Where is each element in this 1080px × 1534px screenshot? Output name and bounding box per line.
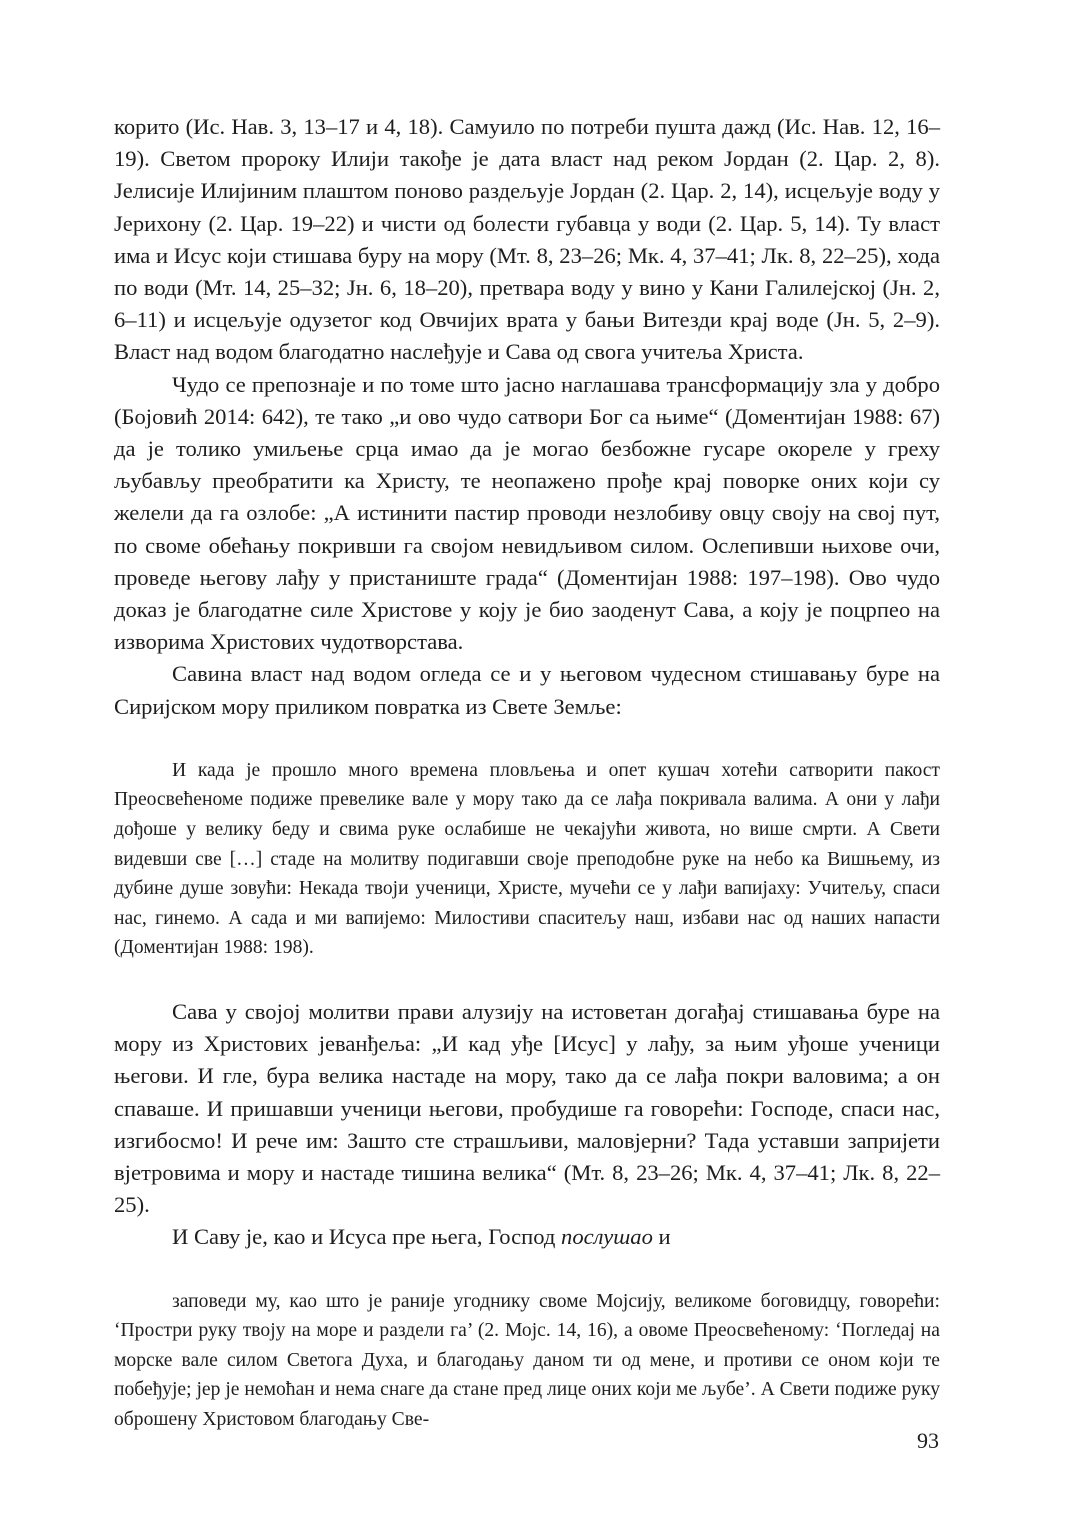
paragraph-5-tail: и	[652, 1224, 671, 1250]
paragraph-5-text: И Саву је, као и Исуса пре њега, Господ	[172, 1224, 562, 1250]
paragraph-1: корито (Ис. Нав. 3, 13–17 и 4, 18). Самуило по потреби пушта дажд (Ис. Нав. 12, 16–19). Светом пророку Илији такође је дата власт над реком Јордан (2. Цар. 2, 8). Јелисије Илијиним плаштом поново раздељује Јордан (2. Цар. 2, 14), исцељује воду у Јерихону (2. Цар. 19–22) и чисти од болести губавца у води (2. Цар. 5, 14). Ту власт има и Исус који стишава буру на мору (Мт. 8, 23–26; Мк. 4, 37–41; Лк. 8, 22–25), хода по води (Мт. 14, 25–32; Јн. 6, 18–20), претвара воду у вино у Кани Галилејској (Јн. 2, 6–11) и исцељује одузетог код Овчијих врата у бањи Витезди крај воде (Јн. 5, 2–9). Власт над водом благодатно наслеђује и Сава од свога учитеља Христа.	[114, 114, 940, 365]
page-number: 93	[917, 1428, 939, 1453]
block-quote-2: заповеди му, као што је раније угоднику своме Мојсију, великоме боговидцу, говорећи: ‘Простри руку твоју на море и раздели га’ (2. Мојс. 14, 16), а овоме Преосвећеному: ‘Погледај на морске вале силом Светога Духа, и благодању даном ти од мене, и противи се оном који те побеђује; јер је немоћан и нема снаге да стане пред лице оних који ме љубе’. А Свети подиже руку оброшену Христовом благодању Све-	[114, 1290, 940, 1431]
paragraph-5-italic: послушао	[561, 1224, 653, 1250]
paragraph-2: Чудо се препознаје и по томе што јасно наглашава трансформацију зла у добро (Бојовић 2014: 642), те тако „и ово чудо сатвори Бог са њиме“ (Доментијан 1988: 67) да је толико умиљење срца имао да је могао безбожне гусаре окореле у греху љубављу преобратити ка Христу, те неопажено прође крај поворке оних који су желели да га озлобе: „А истинити пастир проводи незлобиву овцу своју на свој пут, по своме обећању покривши га својом невидљивом силом. Ослепивши њихове очи, проведе његову лађу у пристаниште града“ (Доментијан 1988: 197–198). Ово чудо доказ је благодатне силе Христове у коју је био заоденут Сава, а коју је поцрпео на изворима Христових чудотворстава.	[114, 371, 940, 655]
paragraph-5	[114, 1221, 940, 1253]
paragraph-3: Савина власт над водом огледа се и у његовом чудесном стишавању буре на Сиријском мору приликом повратка из Свете Земље:	[114, 661, 940, 719]
paragraph-4: Сава у својој молитви прави алузију на истоветан догађај стишавања буре на мору из Христових јеванђеља: „И кад уђе [Исус] у лађу, за њим уђоше ученици његови. И гле, бура велика настаде на мору, тако да се лађа покри валовима; а он спаваше. И пришавши ученици његови, пробудише га говорећи: Господе, спаси нас, изгибосмо! И рече им: Зашто сте страшљиви, маловјерни? Тада уставши запријети вјетровима и мору и настаде тишина велика“ (Мт. 8, 23–26; Мк. 4, 37–41; Лк. 8, 22–25).	[114, 999, 940, 1218]
block-quote-1: И када је прошло много времена пловљења и опет кушач хотећи сатворити пакост Преосвећеноме подиже превелике вале у мору тако да се лађа покривала валима. А они у лађи дођоше у велику беду и свима руке ослабише не чекајући живота, но више смрти. А Свети видевши све […] стаде на молитву подигавши своје преподобне руке на небо ка Вишњему, из дубине душе зовући: Некада твоји ученици, Христе, мучећи се у лађи вапијаху: Учитељу, спаси нас, гинемо. А сада и ми вапијемо: Милостиви спаситељу наш, избави нас од наших напасти (Доментијан 1988: 198).	[114, 759, 940, 959]
page-body	[114, 111, 940, 1435]
